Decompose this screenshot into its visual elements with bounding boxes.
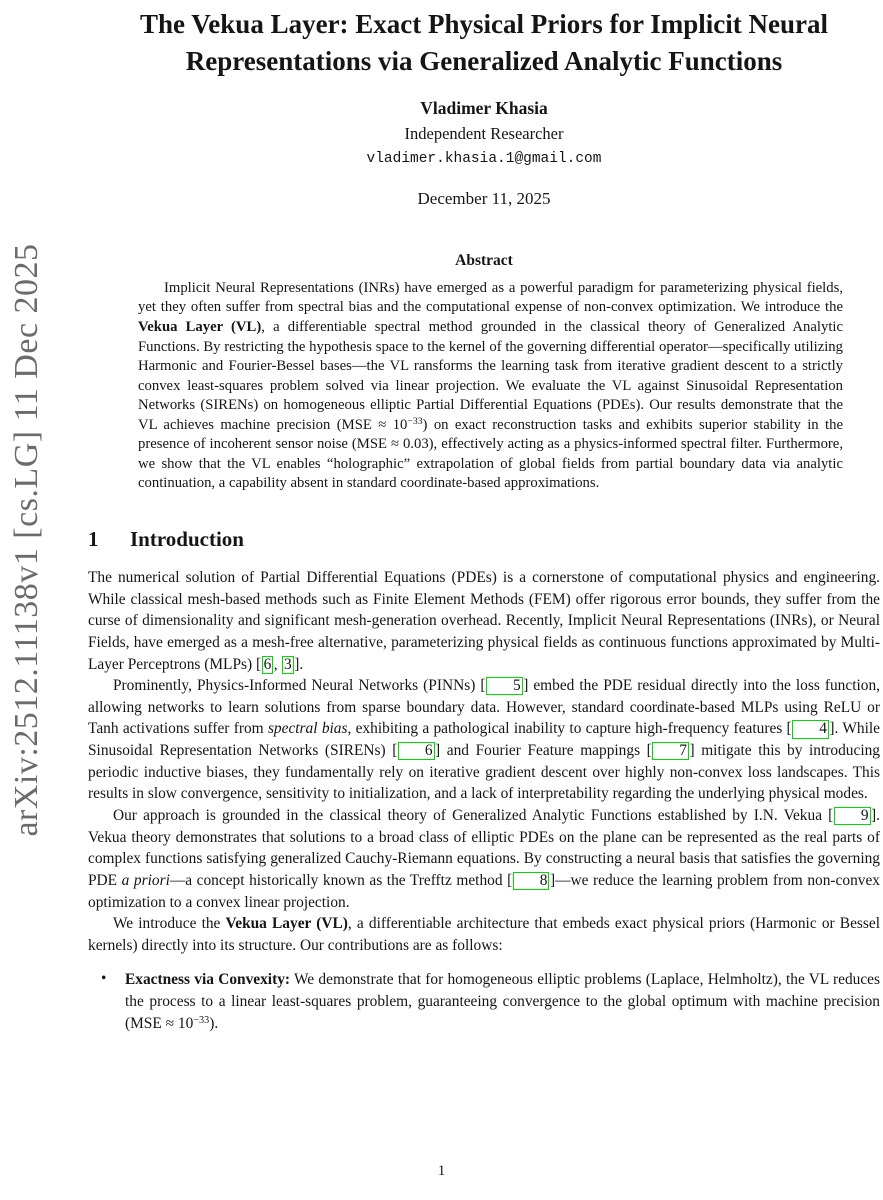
author-block	[88, 96, 880, 172]
paragraph: We introduce the Vekua Layer (VL), a differentiable architecture that embeds exact physical priors (Harmonic or Bessel kernels) directly into its structure. Our contributions are as follows:	[88, 915, 880, 954]
citation-link[interactable]: 5	[486, 677, 523, 695]
contributions-list	[88, 969, 880, 1034]
arxiv-stamp: arXiv:2512.11138v1 [cs.LG] 11 Dec 2025	[8, 243, 45, 837]
paragraph: Prominently, Physics-Informed Neural Networks (PINNs) [ 5 ] embed the PDE residual directly into the loss function, allowing networks to learn solutions from sparse boundary data. However, standard coordinate-based MLPs using ReLU or Tanh activations suffer from spectral bias, exhibiting a pathological inability to capture high-frequency features [ 4 ]. While Sinusoidal Representation Networks (SIRENs) [ 6 ] and Fourier Feature mappings [ 7 ] mitigate this by introducing periodic inductive biases, they fundamentally rely on iterative gradient descent over highly non-convex loss landscapes. This results in slow convergence, sensitivity to initialization, and a lack of interpretability regarding the underlying physical modes.	[88, 677, 880, 803]
author-email: vladimer.khasia.1@gmail.com	[366, 150, 602, 167]
paper-title: The Vekua Layer: Exact Physical Priors for Implicit Neural Representations via Generalized Analytic Functions	[140, 9, 828, 76]
abstract-heading: Abstract	[455, 251, 513, 269]
abstract-text: Implicit Neural Representations (INRs) have emerged as a powerful paradigm for parameterizing physical fields, yet they often suffer from spectral bias and the computational expense of non-convex optimization. We introduce the Vekua Layer (VL), a differentiable spectral method grounded in the classical theory of Generalized Analytic Functions. By restricting the hypothesis space to the kernel of the governing differential operator—specifically utilizing Harmonic and Fourier-Bessel bases—the VL ransforms the learning task from iterative gradient descent to a strictly convex least-squares problem solved via linear projection. We evaluate the VL against Sinusoidal Representation Networks (SIRENs) on homogeneous elliptic Partial Differential Equations (PDEs). Our results demonstrate that the VL achieves machine precision $(MSE \approx 10^{-33})$ on exact reconstruction tasks and exhibits superior stability in the presence of incoherent sensor noise (MSE ≈ 0.03), effectively acting as a physics-informed spectral filter. Furthermore, we show that the VL enables “holographic” extrapolation of global fields from partial boundary data via analytic continuation, a capability absent in standard coordinate-based approximations.	[138, 279, 843, 492]
citation-link[interactable]: 6	[263, 655, 272, 673]
author-name: Vladimer Khasia	[420, 98, 548, 119]
bullet-icon: •	[101, 970, 107, 988]
section-heading-introduction	[88, 527, 880, 552]
citation-link[interactable]: 3	[284, 655, 292, 673]
paper-date: December 11, 2025	[417, 188, 551, 208]
citation-link[interactable]: 7	[652, 742, 689, 760]
paragraph: Our approach is grounded in the classical theory of Generalized Analytic Functions established by I.N. Vekua [ 9 ]. Vekua theory demonstrates that solutions to a broad class of elliptic PDEs on the plane can be represented as the real parts of complex functions satisfying generalized Cauchy-Riemann equations. By constructing a neural basis that satisfies the governing PDE a priori—a concept historically known as the Trefftz method [ 8 ]—we reduce the learning problem from non-convex optimization to a convex linear projection.	[88, 807, 880, 911]
introduction-body	[88, 567, 880, 957]
author-affiliation: Independent Researcher	[404, 123, 564, 143]
list-item-text: Exactness via Convexity: We demonstrate that for homogeneous elliptic problems (Laplace, Helmholtz), the VL reduces the process to a linear least-squares problem, guaranteeing convergence to the global optimum with machine precision $(MSE \approx 10^{-33})$.	[125, 971, 880, 1032]
paragraph: The numerical solution of Partial Differential Equations (PDEs) is a cornerstone of computational physics and engineering. While classical mesh-based methods such as Finite Element Methods (FEM) offer rigorous error bounds, they suffer from the curse of dimensionality and significant mesh-generation overhead. Recently, Implicit Neural Representations (INRs), or Neural Fields, have emerged as a mesh-free alternative, parameterizing physical fields as continuous functions approximated by Multi-Layer Perceptrons (MLPs) [ 6 , 3 ].	[88, 568, 880, 673]
page-number: 1	[437, 1163, 446, 1179]
list-item	[88, 969, 880, 1034]
citation-link[interactable]: 8	[513, 872, 550, 890]
citation-link[interactable]: 6	[398, 742, 435, 760]
text-column	[88, 0, 880, 1034]
citation-link[interactable]: 9	[834, 807, 871, 825]
citation-link[interactable]: 4	[792, 720, 829, 738]
section-number: 1	[88, 526, 99, 551]
section-title: Introduction	[130, 526, 244, 551]
